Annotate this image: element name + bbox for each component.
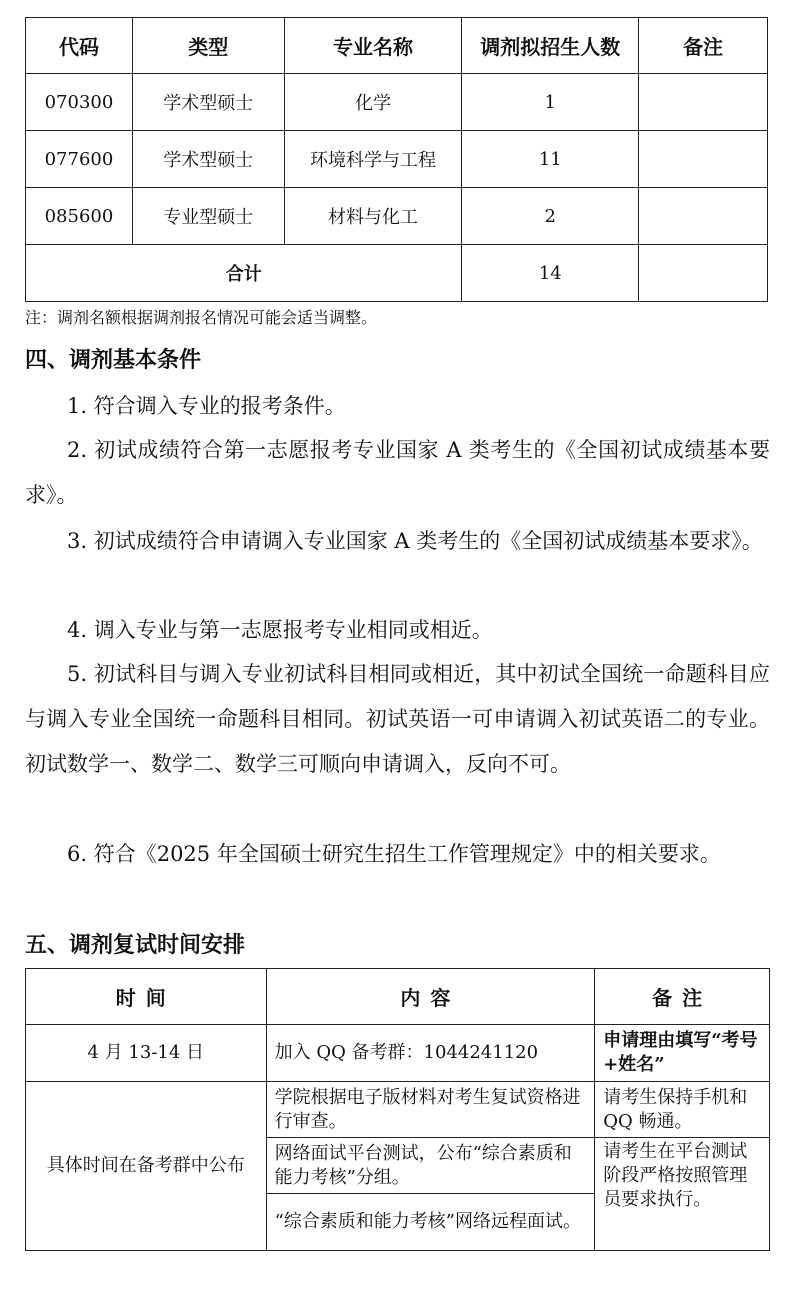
total-value: 14 <box>462 245 639 302</box>
header-code: 代码 <box>26 18 133 74</box>
cell-remark: 申请理由填写“考号+姓名” <box>595 1025 770 1082</box>
cell-remark: 请考生在平台测试阶段严格按照管理员要求执行。 <box>595 1138 770 1251</box>
cell-count: 2 <box>462 188 639 245</box>
condition-item-1: 1. 符合调入专业的报考条件。 <box>67 394 346 418</box>
header-remark: 备注 <box>639 18 768 74</box>
cell-major: 化学 <box>284 74 462 131</box>
header-count: 调剂拟招生人数 <box>462 18 639 74</box>
cell-remark: 请考生保持手机和 QQ 畅通。 <box>595 1082 770 1138</box>
condition-item-2: 2. 初试成绩符合第一志愿报考专业国家 A 类考生的《全国初试成绩基本要求》。 <box>25 438 770 507</box>
header-type: 类型 <box>132 18 284 74</box>
table-header-row <box>26 969 770 1025</box>
condition-item-5: 5. 初试科目与调入专业初试科目相同或相近，其中初试全国统一命题科目应与调入专业全国统一命题科目相同。初试英语一可申请调入初试英语二的专业。初试数学一、数学二、数学三可顺向申请调入，反向不可。 <box>25 662 770 776</box>
cell-content: 学院根据电子版材料对考生复试资格进行审查。 <box>266 1082 595 1138</box>
condition-item-4: 4. 调入专业与第一志愿报考专业相同或相近。 <box>67 618 493 642</box>
cell-type: 学术型硕士 <box>132 131 284 188</box>
condition-item-6: 6. 符合《2025 年全国硕士研究生招生工作管理规定》中的相关要求。 <box>67 842 721 866</box>
cell-major: 材料与化工 <box>284 188 462 245</box>
section5-heading: 五、调剂复试时间安排 <box>25 932 246 958</box>
cell-type: 学术型硕士 <box>132 74 284 131</box>
total-row <box>26 245 768 302</box>
schedule-table <box>25 968 770 1251</box>
total-remark <box>639 245 768 302</box>
cell-code: 085600 <box>26 188 133 245</box>
table-header-row <box>26 18 768 74</box>
table-row <box>26 1082 770 1138</box>
cell-major: 环境科学与工程 <box>284 131 462 188</box>
total-label: 合计 <box>26 245 462 302</box>
cell-count: 1 <box>462 74 639 131</box>
condition-item-3: 3. 初试成绩符合申请调入专业国家 A 类考生的《全国初试成绩基本要求》。 <box>67 529 763 553</box>
header-remark: 备注 <box>595 969 770 1025</box>
cell-time: 4 月 13-14 日 <box>26 1025 267 1082</box>
header-content: 内容 <box>266 969 595 1025</box>
cell-remark <box>639 74 768 131</box>
table-row <box>26 1025 770 1082</box>
cell-remark <box>639 131 768 188</box>
quota-note: 注：调剂名额根据调剂报名情况可能会适当调整。 <box>25 308 378 327</box>
cell-remark <box>639 188 768 245</box>
cell-time: 具体时间在备考群中公布 <box>26 1082 267 1251</box>
quota-table <box>25 17 768 302</box>
cell-content: 网络面试平台测试，公布“综合素质和能力考核”分组。 <box>266 1138 595 1194</box>
cell-type: 专业型硕士 <box>132 188 284 245</box>
header-time: 时间 <box>26 969 267 1025</box>
cell-code: 077600 <box>26 131 133 188</box>
table-row <box>26 74 768 131</box>
table-row <box>26 131 768 188</box>
cell-content: “综合素质和能力考核”网络远程面试。 <box>266 1194 595 1251</box>
section4-heading: 四、调剂基本条件 <box>25 347 202 373</box>
cell-code: 070300 <box>26 74 133 131</box>
cell-content: 加入 QQ 备考群：1044241120 <box>266 1025 595 1082</box>
cell-count: 11 <box>462 131 639 188</box>
table-row <box>26 188 768 245</box>
header-major: 专业名称 <box>284 18 462 74</box>
